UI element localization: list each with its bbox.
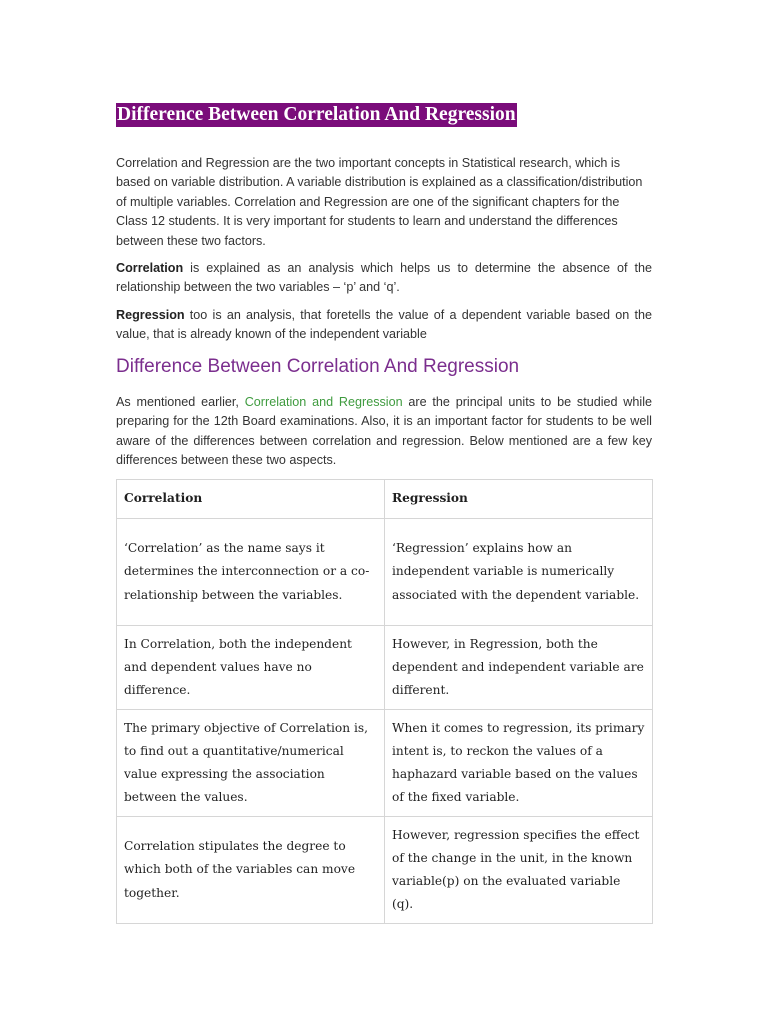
table-row (117, 626, 653, 710)
table-row (117, 519, 653, 626)
regression-term: Regression (116, 308, 185, 322)
section-heading: Difference Between Correlation And Regression (116, 356, 520, 377)
intro-paragraph: Correlation and Regression are the two important concepts in Statistical research, which is based on variable distribution. A variable distribution is explained as a classification/distribution of multiple variables. Correlation and Regression are one of the significant chapters for the Class 12 students. It is very important for students to learn and understand the differences between these two factors. (116, 156, 643, 248)
correlation-cell: Correlation stipulates the degree to which both of the variables can move together. (117, 817, 385, 924)
table-row (117, 710, 653, 817)
correlation-term: Correlation (116, 261, 184, 275)
section-paragraph-end: are the principal units to be studied while preparing for the 12th Board examinations. Also, it is an important factor for students to be well aware of the differences between correlation and regression. Below mentioned are a few key differences between these two aspects. (116, 395, 652, 468)
section-paragraph (116, 393, 652, 471)
header-regression: Regression (385, 480, 653, 519)
page-title: Difference Between Correlation And Regression (117, 104, 516, 125)
correlation-cell: ‘Correlation’ as the name says it determines the interconnection or a co-relationship between the variables. (117, 519, 385, 626)
regression-cell: However, in Regression, both the dependent and independent variable are different. (385, 626, 653, 710)
regression-cell: ‘Regression’ explains how an independent variable is numerically associated with the dependent variable. (385, 519, 653, 626)
table-header-row (117, 480, 653, 519)
table-row (117, 817, 653, 924)
comparison-table (116, 479, 653, 924)
regression-definition (116, 306, 652, 345)
section-paragraph-start: As mentioned earlier, (116, 395, 245, 409)
header-correlation: Correlation (117, 480, 385, 519)
correlation-cell: In Correlation, both the independent and dependent values have no difference. (117, 626, 385, 710)
correlation-regression-link[interactable]: Correlation and Regression (244, 395, 403, 409)
correlation-cell: The primary objective of Correlation is, to find out a quantitative/numerical value expressing the association between the values. (117, 710, 385, 817)
regression-definition-text: too is an analysis, that foretells the value of a dependent variable based on the value, that is already known of the independent variable (116, 308, 652, 342)
regression-cell: However, regression specifies the effect of the change in the unit, in the known variable(p) on the evaluated variable (q). (385, 817, 653, 924)
correlation-definition-text: is explained as an analysis which helps us to determine the absence of the relationship between the two variables – ‘p’ and ‘q’. (116, 261, 652, 295)
correlation-definition (116, 259, 652, 298)
regression-cell: When it comes to regression, its primary intent is, to reckon the values of a haphazard variable based on the values of the fixed variable. (385, 710, 653, 817)
